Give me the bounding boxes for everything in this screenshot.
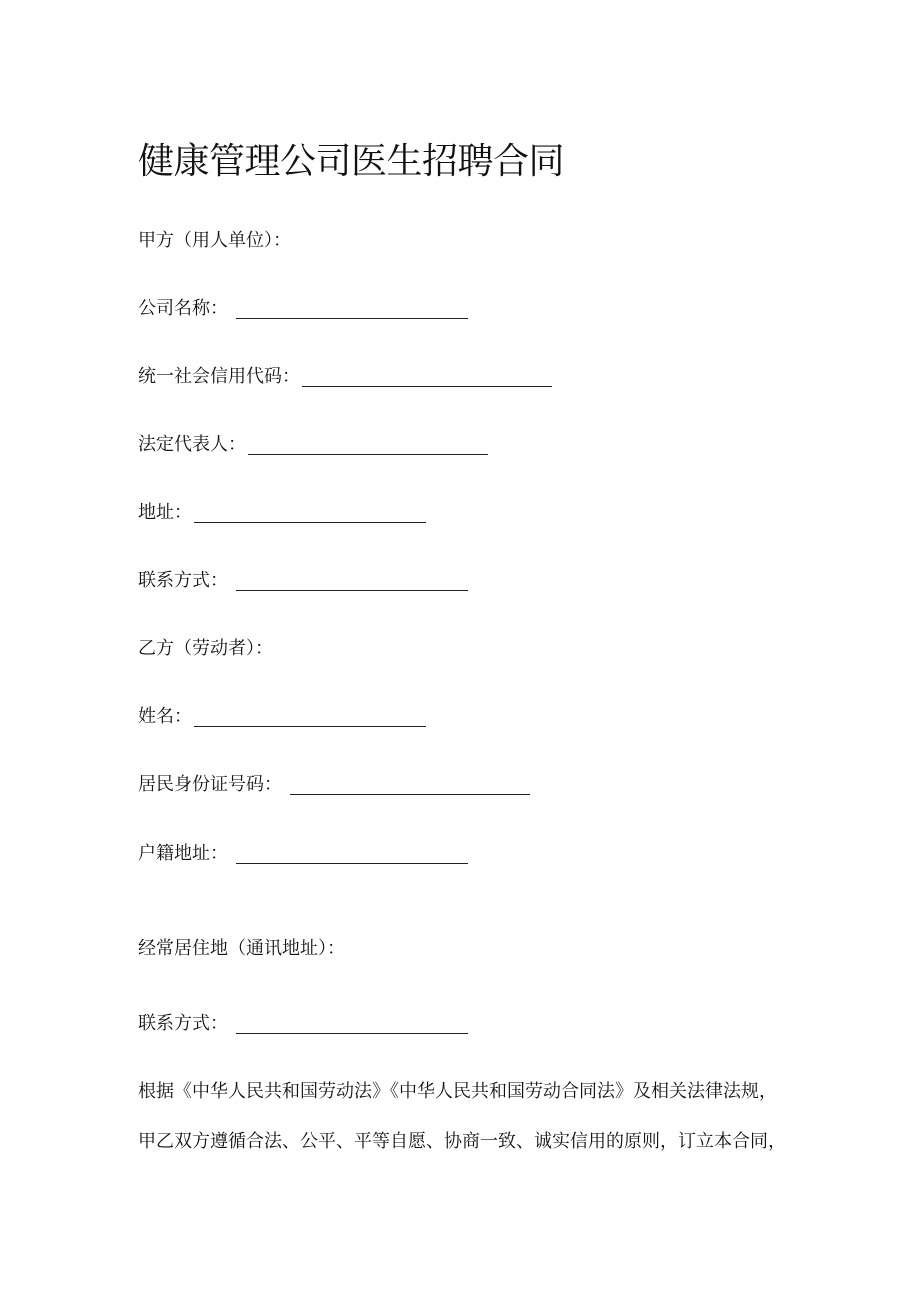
residence-label: 经常居住地（通讯地址）： <box>138 938 345 959</box>
legal-rep-blank[interactable] <box>248 434 488 455</box>
legal-rep-row <box>138 432 488 458</box>
document-title: 健康管理公司医生招聘合同 <box>138 141 565 182</box>
household-address-blank[interactable] <box>236 843 468 864</box>
credit-code-blank[interactable] <box>302 366 552 387</box>
party-b-heading <box>138 636 273 662</box>
company-name-row <box>138 296 468 322</box>
address-row <box>138 500 426 526</box>
household-address-label: 户籍地址： <box>138 843 228 864</box>
name-row <box>138 704 426 730</box>
address-blank[interactable] <box>194 502 426 523</box>
party-a-contact-row <box>138 568 468 594</box>
party-b-contact-row <box>138 1011 468 1037</box>
id-number-blank[interactable] <box>290 774 530 795</box>
credit-code-label: 统一社会信用代码： <box>138 366 300 387</box>
residence-row <box>138 936 345 962</box>
party-b-contact-blank[interactable] <box>236 1013 468 1034</box>
party-a-contact-blank[interactable] <box>236 570 468 591</box>
id-number-row <box>138 772 530 798</box>
party-a-contact-label: 联系方式： <box>138 570 228 591</box>
household-address-row <box>138 841 468 867</box>
preamble-line-2: 甲乙双方遵循合法、公平、平等自愿、协商一致、诚实信用的原则，订立本合同， <box>138 1131 786 1152</box>
party-b-contact-label: 联系方式： <box>138 1013 228 1034</box>
id-number-label: 居民身份证号码： <box>138 774 282 795</box>
address-label: 地址： <box>138 502 192 523</box>
party-b-heading-text: 乙方（劳动者）： <box>138 638 273 659</box>
legal-rep-label: 法定代表人： <box>138 434 246 455</box>
party-a-heading-text: 甲方（用人单位）： <box>138 230 291 251</box>
name-blank[interactable] <box>194 706 426 727</box>
company-name-blank[interactable] <box>236 298 468 319</box>
company-name-label: 公司名称： <box>138 298 228 319</box>
name-label: 姓名： <box>138 706 192 727</box>
preamble-line-1: 根据《中华人民共和国劳动法》《中华人民共和国劳动合同法》及相关法律法规， <box>138 1081 777 1102</box>
party-a-heading <box>138 228 291 254</box>
credit-code-row <box>138 364 552 390</box>
